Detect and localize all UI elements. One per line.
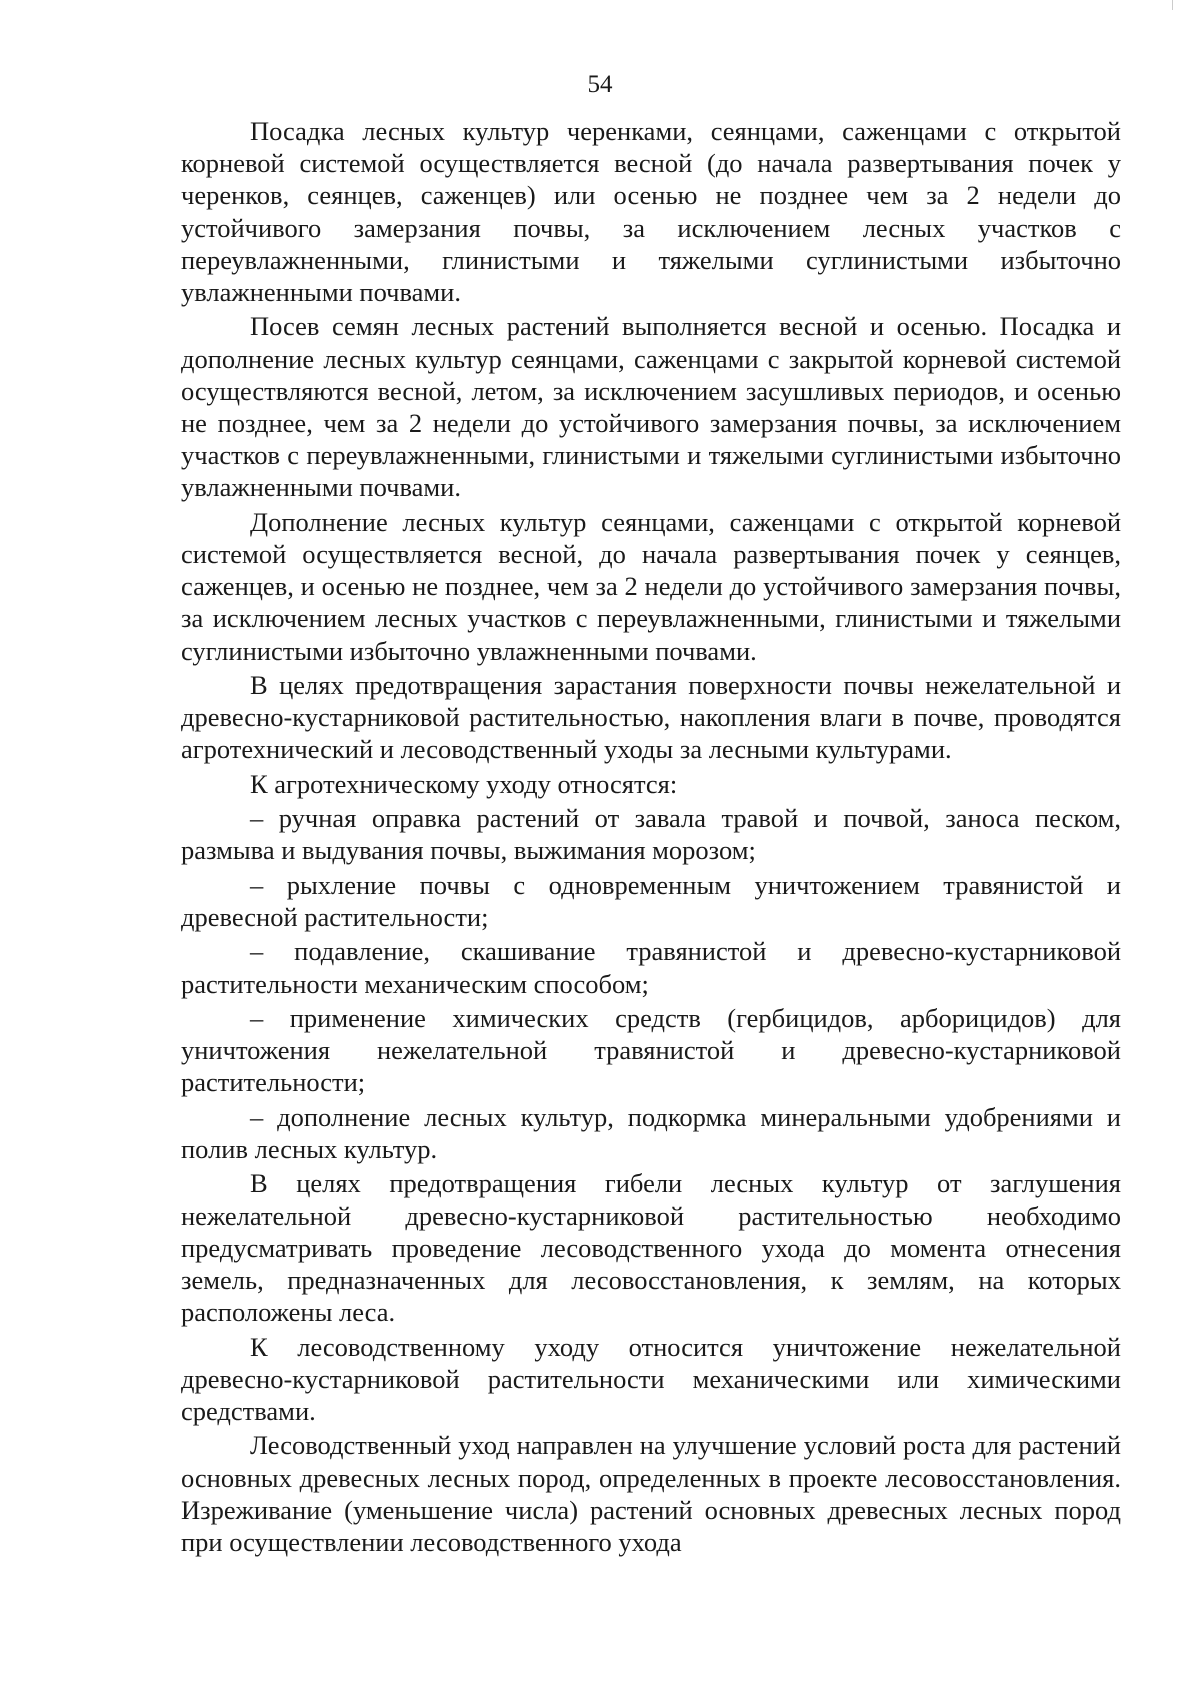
paragraph-silvicultural-care: К лесоводственному уходу относится уничтожение нежелательной древесно-кустарниковой растительности механическими или химическими средствами.	[181, 1331, 1121, 1426]
paragraph-care-purpose: В целях предотвращения зарастания поверхности почвы нежелательной и древесно-кустарниковой растительностью, накопления влаги в почве, проводятся агротехнический и лесоводственный уходы за лесными культурами.	[181, 670, 1121, 765]
paragraph-prevent-death: В целях предотвращения гибели лесных культур от заглушения нежелательной древесно-кустарниковой растительностью необходимо предусматривать проведение лесоводственного ухода до момента отнесения земель, предназначенных для лесовосстановления, к землям, на которых расположены леса.	[181, 1168, 1121, 1328]
list-item-supplement-feeding: – дополнение лесных культур, подкормка минеральными удобрениями и полив лесных культур.	[181, 1101, 1121, 1164]
list-item-chemical-means: – применение химических средств (гербицидов, арборицидов) для уничтожения нежелательной травянистой и древесно-кустарниковой растительности;	[181, 1002, 1121, 1098]
paragraph-supplement-open-root: Дополнение лесных культур сеянцами, саженцами с открытой корневой системой осуществляется весной, до начала развертывания почек у сеянцев, саженцев, и осенью не позднее, чем за 2 недели до устойчивого замерзания почвы, за исключением лесных участков с переувлажненными, глинистыми и тяжелыми суглинистыми избыточно увлажненными почвами.	[181, 506, 1121, 666]
paragraph-planting-open-root: Посадка лесных культур черенками, сеянцами, саженцами с открытой корневой системой осуществляется весной (до начала развертывания почек у черенков, сеянцев, саженцев) или осенью не позднее чем за 2 недели до устойчивого замерзания почвы, за исключением лесных участков с переувлажненными, глинистыми и тяжелыми суглинистыми избыточно увлажненными почвами.	[181, 116, 1121, 308]
scan-artifact	[1172, 0, 1173, 10]
paragraph-agrotechnical-care-intro: К агротехническому уходу относятся:	[250, 768, 678, 799]
list-item-manual-straightening: – ручная оправка растений от завала травой и почвой, заноса песком, размыва и выдувания почвы, выжимания морозом;	[181, 803, 1121, 866]
page-number: 54	[587, 71, 613, 98]
list-item-loosening-soil: – рыхление почвы с одновременным уничтожением травянистой и древесной растительности;	[181, 869, 1121, 932]
paragraph-sowing-seeds: Посев семян лесных растений выполняется весной и осенью. Посадка и дополнение лесных культур сеянцами, саженцами с закрытой корневой системой осуществляются весной, летом, за исключением засушливых периодов, и осенью не позднее, чем за 2 недели до устойчивого замерзания почвы, за исключением участков с переувлажненными, глинистыми и тяжелыми суглинистыми избыточно увлажненными почвами.	[181, 311, 1121, 503]
paragraph-silvicultural-care-purpose: Лесоводственный уход направлен на улучшение условий роста для растений основных древесных лесных пород, определенных в проекте лесовосстановления. Изреживание (уменьшение числа) растений основных древесных лесных пород при осуществлении лесоводственного ухода	[181, 1430, 1121, 1557]
document-body	[181, 115, 1121, 1560]
list-item-mowing: – подавление, скашивание травянистой и древесно-кустарниковой растительности механическим способом;	[181, 936, 1121, 999]
